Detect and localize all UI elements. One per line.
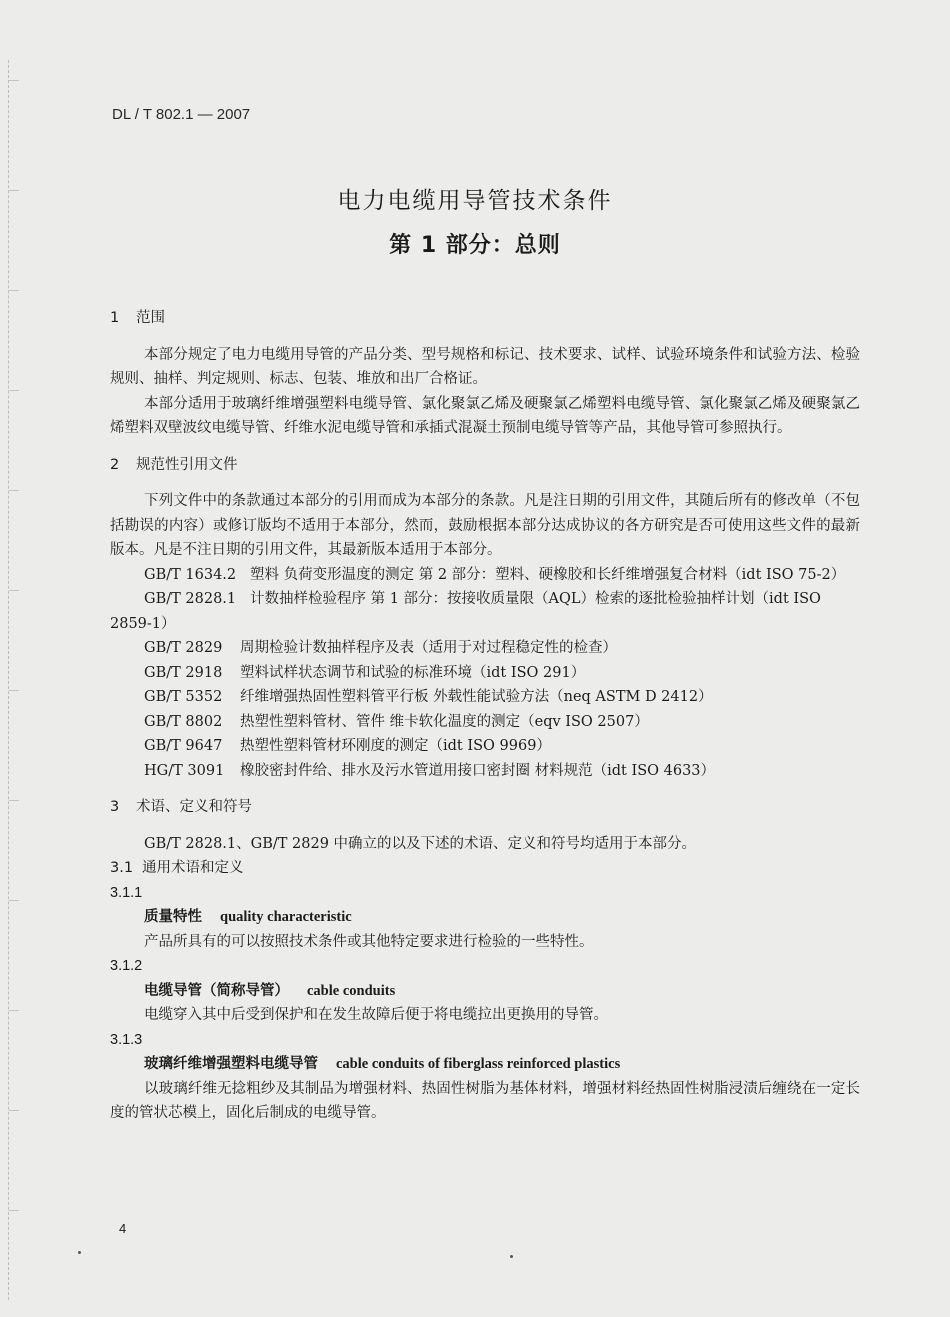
paragraph: 本部分适用于玻璃纤维增强塑料电缆导管、氯化聚氯乙烯及硬聚氯乙烯塑料电缆导管、氯化聚氯乙烯及硬聚氯乙烯塑料双壁波纹电缆导管、纤维水泥电缆导管和承插式混凝土预制电缆导管等产品，其他导管可参照执行。 (110, 395, 860, 436)
reference-title: 塑料 负荷变形温度的测定 第 2 部分：塑料、硬橡胶和长纤维增强复合材料（idt ISO 75-2） (250, 566, 846, 583)
term-number: 3.1.2 (110, 958, 143, 974)
section-number: 1 (110, 310, 120, 326)
reference-code: GB/T 2828.1 (144, 591, 237, 607)
term-definition: 产品所具有的可以按照技术条件或其他特定要求进行检验的一些特性。 (144, 933, 594, 950)
reference-code: GB/T 8802 (144, 713, 223, 730)
scan-speck (510, 1255, 513, 1258)
term-heading (110, 979, 860, 1004)
section-title: 规范性引用文件 (136, 456, 238, 473)
reference-code: GB/T 9647 (144, 738, 223, 754)
section-title: 术语、定义和符号 (136, 799, 252, 815)
term-zh: 电缆导管（简称导管） (144, 981, 289, 999)
term-definition: 以玻璃纤维无捻粗纱及其制品为增强材料、热固性树脂为基体材料，增强材料经热固性树脂浸渍后缠绕在一定长度的管状芯模上，固化后制成的电缆导管。 (110, 1080, 860, 1121)
paragraph: 本部分规定了电力电缆用导管的产品分类、型号规格和标记、技术要求、试样、试验环境条件和试验方法、检验规则、抽样、判定规则、标志、包装、堆放和出厂合格证。 (110, 346, 860, 387)
term-heading (110, 905, 860, 930)
subsection-title: 通用术语和定义 (142, 860, 244, 876)
reference-title: 热塑性塑料管材环刚度的测定（idt ISO 9969） (240, 738, 551, 754)
section-heading-terms (110, 795, 860, 820)
page-number: 4 (119, 1221, 127, 1236)
term-zh: 玻璃纤维增强塑料电缆导管 (144, 1055, 318, 1072)
term-en: cable conduits of fiberglass reinforced plastics (336, 1056, 621, 1072)
term-heading (110, 1052, 860, 1077)
section-heading-scope (110, 306, 860, 331)
section-number: 2 (110, 456, 120, 473)
document-subtitle: 第 1 部分：总则 (389, 233, 561, 258)
reference-title: 周期检验计数抽样程序及表（适用于对过程稳定性的检查） (240, 640, 617, 656)
term-definition: 电缆穿入其中后受到保护和在发生故障后便于将电缆拉出更换用的导管。 (144, 1007, 608, 1023)
reference-item (110, 661, 860, 686)
reference-item (110, 710, 860, 735)
reference-code: GB/T 1634.2 (144, 566, 237, 583)
document-id: DL / T 802.1 — 2007 (112, 106, 251, 123)
reference-item (110, 636, 860, 661)
section-heading-normative-references (110, 453, 860, 478)
subsection-number: 3.1 (110, 860, 134, 876)
section-title: 范围 (136, 310, 165, 326)
reference-title: 橡胶密封件给、排水及污水管道用接口密封圈 材料规范（idt ISO 4633） (240, 762, 716, 779)
reference-code: GB/T 5352 (144, 689, 223, 705)
reference-title: 纤维增强热固性塑料管平行板 外载性能试验方法（neq ASTM D 2412） (240, 689, 713, 705)
term-number: 3.1.3 (110, 1031, 143, 1048)
term-zh: 质量特性 (144, 908, 202, 925)
reference-title: 塑料试样状态调节和试验的标准环境（idt ISO 291） (240, 664, 586, 681)
reference-item (110, 734, 860, 759)
reference-item (110, 685, 860, 710)
reference-item (110, 563, 860, 588)
reference-title: 热塑性塑料管材、管件 维卡软化温度的测定（eqv ISO 2507） (240, 713, 649, 730)
reference-code: GB/T 2918 (144, 664, 223, 681)
scan-speck (78, 1251, 81, 1254)
term-number: 3.1.1 (110, 884, 143, 901)
section-number: 3 (110, 799, 120, 815)
document-body (110, 306, 860, 1126)
reference-item (110, 587, 860, 636)
document-title: 电力电缆用导管技术条件 (337, 188, 613, 214)
reference-title: 计数抽样检验程序 第 1 部分：按接收质量限（AQL）检索的逐批检验抽样计划（idt ISO 2859-1） (110, 591, 821, 632)
term-en: cable conduits (307, 982, 396, 999)
paragraph: GB/T 2828.1、GB/T 2829 中确立的以及下述的术语、定义和符号均适用于本部分。 (144, 835, 697, 852)
reference-code: GB/T 2829 (144, 640, 223, 656)
paragraph: 下列文件中的条款通过本部分的引用而成为本部分的条款。凡是注日期的引用文件，其随后所有的修改单（不包括勘误的内容）或修订版均不适用于本部分，然而，鼓励根据本部分达成协议的各方研究是否可使用这些文件的最新版本。凡是不注日期的引用文件，其最新版本适用于本部分。 (110, 493, 860, 558)
subsection-heading (110, 856, 860, 881)
reference-item (110, 759, 860, 784)
reference-code: HG/T 3091 (144, 762, 225, 779)
term-en: quality characteristic (220, 909, 352, 925)
